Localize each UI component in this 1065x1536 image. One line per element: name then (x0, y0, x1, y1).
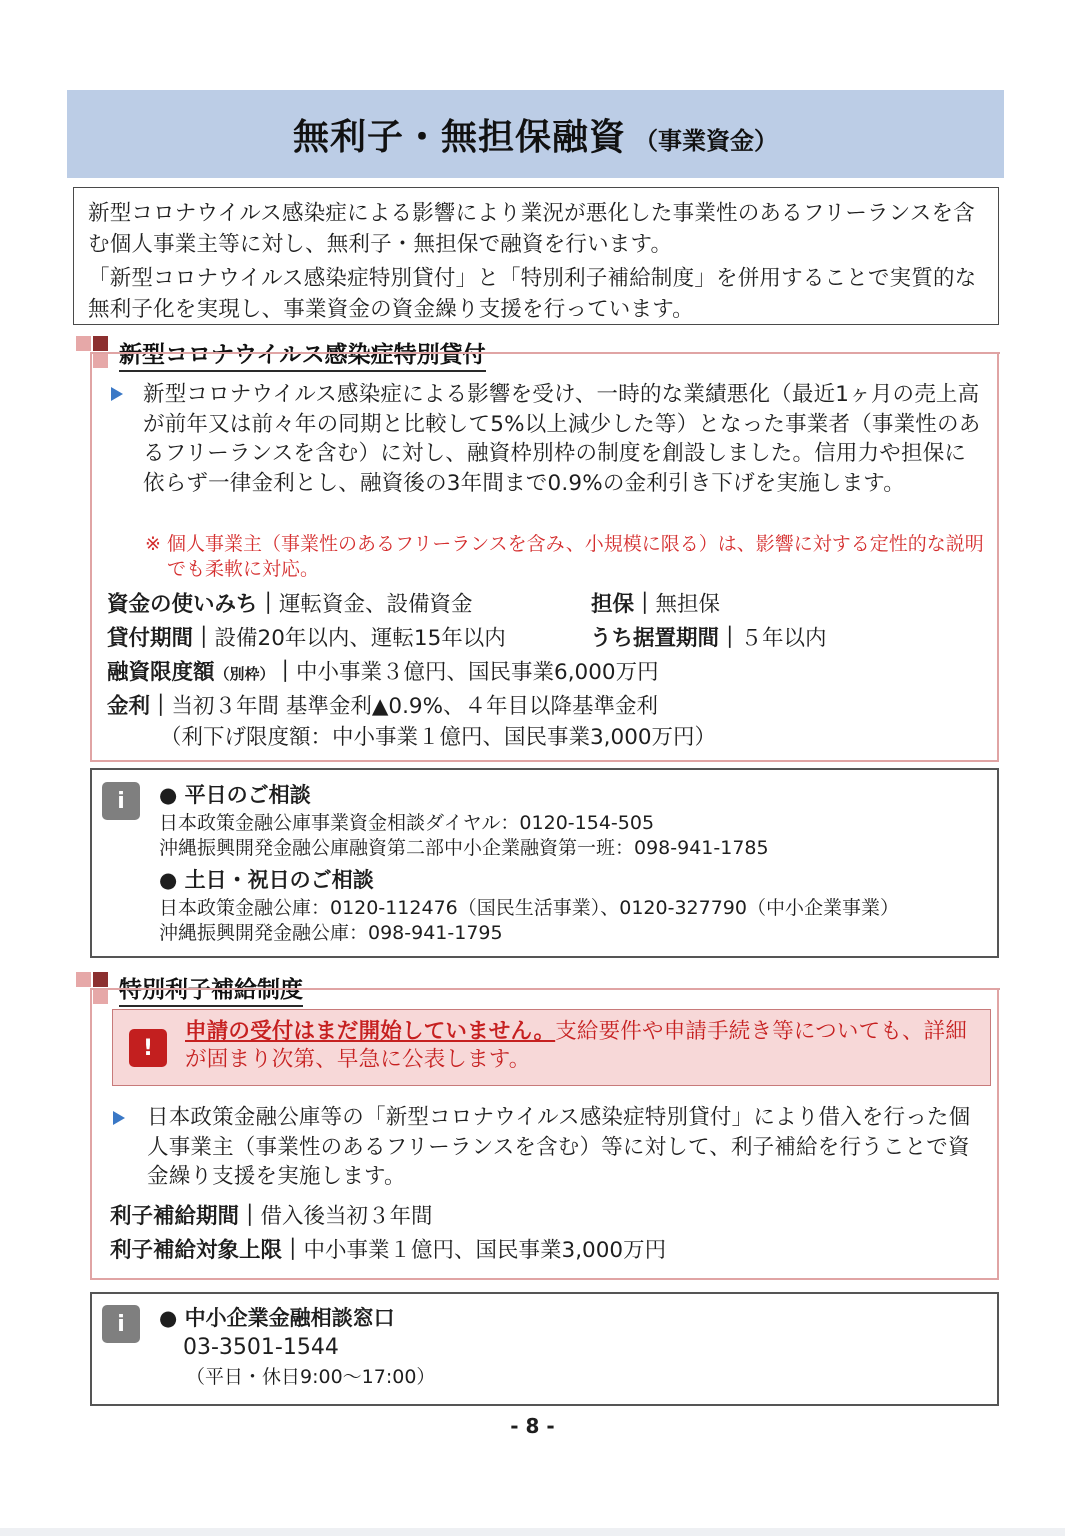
intro-paragraph-2: 「新型コロナウイルス感染症特別貸付」と「特別利子補給制度」を併用することで実質的な無利子化を実現し、事業資金の資金繰り支援を行っています。 (88, 266, 977, 322)
grace-period-row (590, 622, 827, 656)
intro-paragraph-1: 新型コロナウイルス感染症による影響により業況が悪化した事業性のあるフリーランスを含む個人事業主等に対し、無利子・無担保で融資を行います。 (88, 201, 975, 257)
warning-strong-text: 申請の受付はまだ開始していません。 (185, 1019, 556, 1044)
sme-desk-hours: （平日・休日9:00～17:00） (186, 1366, 436, 1388)
weekday-line-1: 日本政策金融公庫事業資金相談ダイヤル：0120-154-505 (159, 812, 655, 834)
loan-limit-row (107, 656, 659, 691)
subsidy-cap-value: 中小事業１億円、国民事業3,000万円 (303, 1238, 667, 1263)
info-icon: i (102, 1305, 140, 1343)
page-number: - 8 - (510, 1414, 555, 1438)
intro-text (88, 198, 988, 325)
subsidy-period-row (110, 1200, 433, 1234)
info-icon: i (102, 782, 140, 820)
subsidy-cap-row (110, 1234, 666, 1268)
section-1-description: 新型コロナウイルス感染症による影響を受け、一時的な業績悪化（最近1ヶ月の売上高が前年又は前々年の同期と比較して5%以上減少した等）となった事業者（事業性のあるフリーランスを含む）に対し、融資枠別枠の制度を創設しました。信用力や担保に依らず一律金利とし、融資後の3年間まで0.9%の金利引き下げを実施します。 (143, 382, 981, 496)
title-main: 無利子・無担保融資 (292, 116, 626, 158)
loan-period-label: 貸付期間 (107, 626, 194, 651)
loan-limit-label-small: （別枠） (214, 665, 275, 683)
weekend-line-2: 沖縄振興開発金融公庫：098-941-1795 (159, 922, 503, 944)
loan-period-row (107, 622, 506, 656)
section-1-title: 新型コロナウイルス感染症特別貸付 (119, 336, 486, 372)
section-2-title: 特別利子補給制度 (119, 971, 303, 1007)
title-banner (67, 90, 1004, 178)
fund-use-label: 資金の使いみち (107, 592, 258, 617)
bullet-arrow-icon (111, 387, 123, 401)
weekend-consultation-title: ● 土日・祝日のご相談 (159, 868, 374, 892)
separator: ｜ (282, 1238, 304, 1263)
collateral-value: 無担保 (655, 592, 721, 617)
subsidy-cap-label: 利子補給対象上限 (110, 1238, 283, 1263)
separator: ｜ (193, 626, 215, 651)
intro-box (73, 187, 999, 325)
alert-icon: ! (129, 1029, 167, 1067)
fund-use-row (107, 588, 473, 622)
title-sub: （事業資金） (634, 126, 778, 155)
grace-period-value: ５年以内 (740, 626, 827, 651)
collateral-row (591, 588, 720, 622)
collateral-label: 担保 (591, 592, 635, 617)
interest-rate-value: 当初３年間 基準金利▲0.9%、４年目以降基準金利 (171, 694, 659, 719)
grace-period-label: うち据置期間 (590, 626, 720, 651)
weekday-line-2: 沖縄振興開発金融公庫融資第二部中小企業融資第一班：098-941-1785 (159, 837, 769, 859)
separator: ｜ (150, 694, 172, 719)
subsidy-period-label: 利子補給期間 (110, 1204, 240, 1229)
warning-text (185, 1018, 980, 1074)
sme-desk-phone: 03-3501-1544 (183, 1335, 339, 1360)
bullet-arrow-icon (113, 1111, 125, 1125)
loan-limit-label: 融資限度額 (107, 660, 215, 685)
separator: ｜ (239, 1204, 261, 1229)
subsidy-period-value: 借入後当初３年間 (260, 1204, 433, 1229)
separator: ｜ (257, 592, 280, 617)
separator: ｜ (274, 660, 297, 685)
weekend-line-1: 日本政策金融公庫：0120-112476（国民生活事業）、0120-327790（中小企業事業） (159, 897, 899, 919)
loan-period-value: 設備20年以内、運転15年以内 (214, 626, 506, 651)
separator: ｜ (634, 592, 656, 617)
section-2-description: 日本政策金融公庫等の「新型コロナウイルス感染症特別貸付」により借入を行った個人事業主（事業性のあるフリーランスを含む）等に対して、利子補給を行うことで資金繰り支援を実施します。 (147, 1105, 971, 1189)
interest-rate-label: 金利 (107, 694, 151, 719)
interest-rate-row (107, 690, 658, 724)
section-1-note: ※ 個人事業主（事業性のあるフリーランスを含み、小規模に限る）は、影響に対する定性的な説明でも柔軟に対応。 (145, 533, 984, 580)
weekday-consultation-title: ● 平日のご相談 (159, 783, 311, 807)
fund-use-value: 運転資金、設備資金 (279, 592, 473, 617)
bottom-strip (0, 1528, 1065, 1536)
separator: ｜ (719, 626, 741, 651)
warning-rest-text: 支給要件や申請手続き等についても、詳細が固まり次第、早急に公表します。 (185, 1019, 968, 1072)
page-title (67, 90, 1004, 178)
sme-desk-title: ● 中小企業金融相談窓口 (159, 1306, 395, 1330)
interest-rate-note: （利下げ限度額：中小事業１億円、国民事業3,000万円） (160, 725, 717, 750)
loan-limit-value: 中小事業３億円、国民事業6,000万円 (296, 660, 659, 685)
